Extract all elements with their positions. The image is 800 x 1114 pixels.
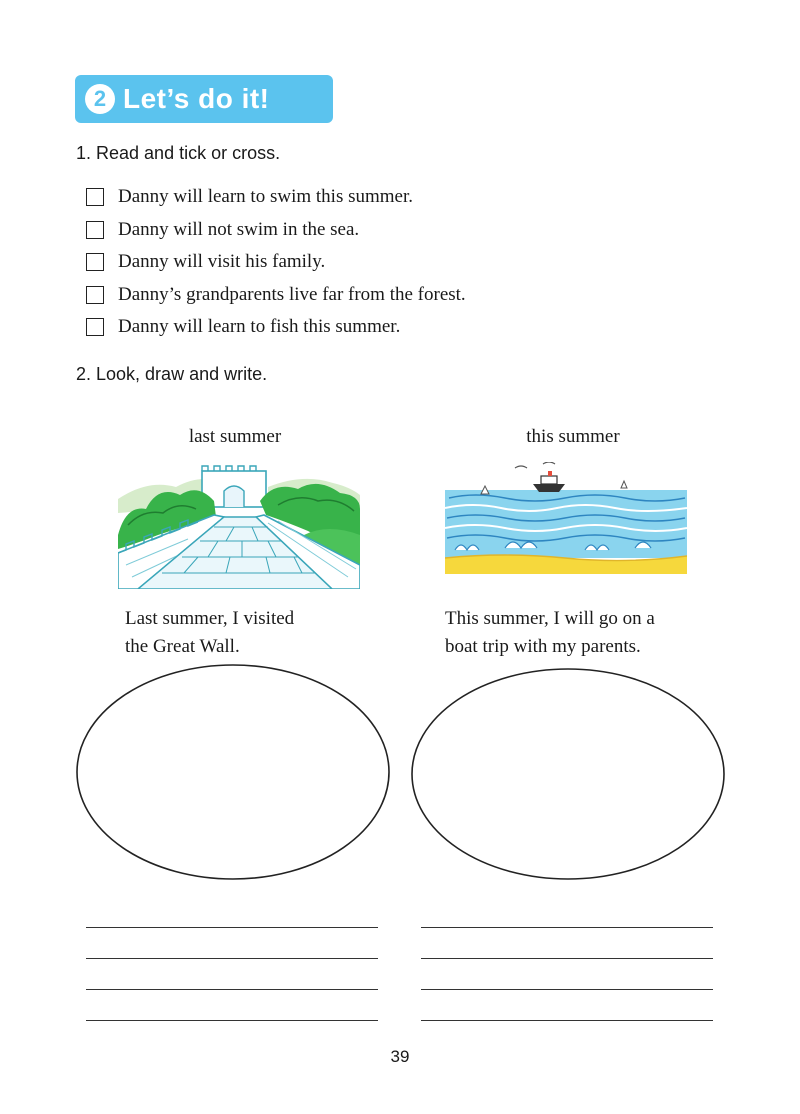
list-item [86, 279, 466, 312]
list-item [86, 246, 466, 279]
section-number: 2 [85, 84, 115, 114]
drawing-oval-right[interactable] [412, 669, 724, 879]
page-number: 39 [390, 1047, 410, 1066]
left-sentence-line-1: Last summer, I visited [125, 608, 295, 629]
writing-line[interactable] [421, 1020, 713, 1021]
exercise-2-heading: 2. Look, draw and write. [76, 364, 268, 384]
writing-line[interactable] [421, 958, 713, 959]
writing-line[interactable] [421, 927, 713, 928]
writing-line[interactable] [86, 989, 378, 990]
writing-line[interactable] [86, 927, 378, 928]
writing-line[interactable] [86, 1020, 378, 1021]
right-sentence [445, 605, 655, 661]
section-banner [75, 75, 333, 123]
checkbox[interactable] [86, 221, 104, 239]
list-item [86, 214, 466, 247]
great-wall-illustration [118, 465, 360, 589]
drawing-area [0, 660, 800, 900]
statement-text: Danny will learn to fish this summer. [118, 316, 401, 338]
left-sentence-line-2: the Great Wall. [125, 636, 240, 657]
sea-boat-illustration [445, 462, 687, 582]
exercise-1-heading: 1. Read and tick or cross. [76, 143, 281, 163]
statement-text: Danny will visit his family. [118, 251, 326, 273]
right-sentence-line-2: boat trip with my parents. [445, 636, 641, 657]
tick-cross-list [86, 181, 466, 344]
drawing-oval-left[interactable] [77, 665, 389, 879]
writing-line[interactable] [421, 989, 713, 990]
pencil-writing-icon [351, 75, 411, 123]
statement-text: Danny will learn to swim this summer. [118, 186, 414, 208]
list-item [86, 311, 466, 344]
checkbox[interactable] [86, 286, 104, 304]
left-sentence [125, 605, 294, 661]
caption-last-summer: last summer [188, 426, 282, 447]
checkbox[interactable] [86, 188, 104, 206]
checkbox[interactable] [86, 253, 104, 271]
right-sentence-line-1: This summer, I will go on a [445, 608, 655, 629]
list-item [86, 181, 466, 214]
statement-text: Danny’s grandparents live far from the forest. [118, 283, 466, 305]
section-title: Let’s do it! [123, 83, 270, 114]
writing-line[interactable] [86, 958, 378, 959]
checkbox[interactable] [86, 318, 104, 336]
statement-text: Danny will not swim in the sea. [118, 218, 360, 240]
caption-this-summer: this summer [526, 426, 620, 447]
